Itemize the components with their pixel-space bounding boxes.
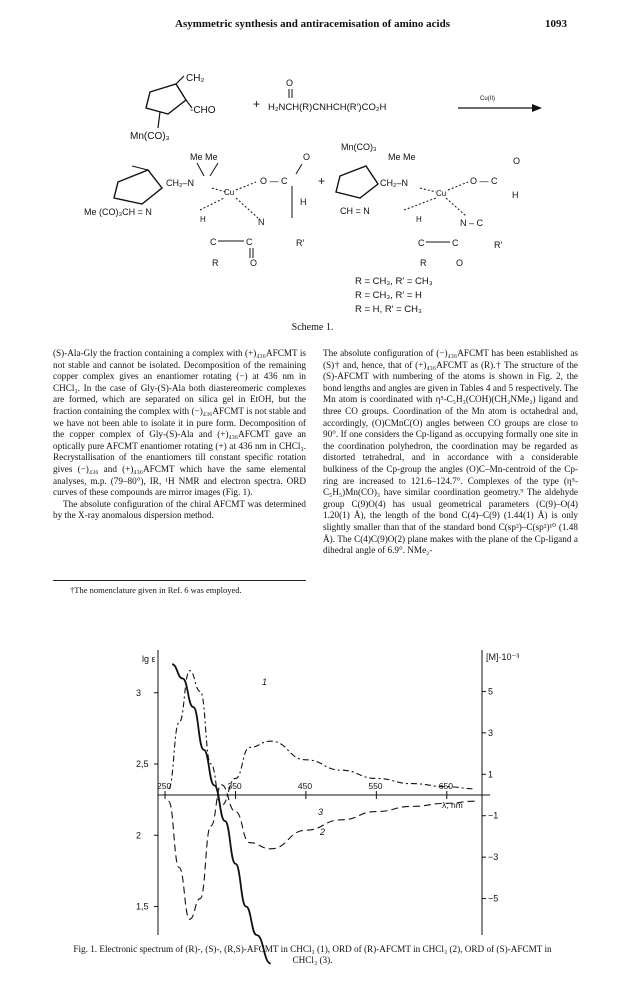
c-label-3: C [418, 238, 425, 248]
page-number: 1093 [545, 18, 567, 30]
left-tick-label: 2 [136, 830, 142, 841]
me-me-label-2: Me Me [388, 152, 416, 162]
running-header: Asymmetric synthesis and antiracemisation of amino acids [175, 18, 450, 30]
arrow-label: Cu(II) [480, 96, 495, 102]
o-bottom-2: O [456, 258, 464, 268]
oxygen-top-2: O [513, 156, 521, 166]
figure-caption: Fig. 1. Electronic spectrum of (R)-, (S)-, (R,S)-AFCMT in CHCl₃ (1), ORD of (R)-AFCMT in CHCl₃ (2), ORD of (S)-AFCMT in CHCl₃ (3). [73, 944, 552, 965]
footnote: †The nomenclature given in Ref. 6 was employed. [70, 585, 242, 595]
left-tick-label: 2,5 [136, 759, 149, 769]
x-tick-label: 650 [438, 781, 453, 791]
o-c-label: O — C [260, 176, 288, 186]
c-label-2: C [246, 237, 253, 247]
ch2n-label-2: CH₂–N [380, 178, 408, 188]
x-axis-label: λ, nm [442, 800, 463, 810]
r-prime-label: R′ [296, 238, 305, 248]
x-tick-label: 350 [227, 781, 242, 791]
o-c-label-2: O — C [470, 176, 498, 186]
cu-label-2: Cu [436, 189, 447, 198]
c-label: C [210, 237, 217, 247]
h-amide: H [200, 215, 206, 224]
left-paragraph-2: The absolute configuration of the chiral AFCMT was determined by the X-ray anomalous dispersion method. [53, 498, 306, 521]
h-label-2: H [512, 190, 519, 200]
mn-co3-label-2: Mn(CO)₃ [341, 142, 377, 152]
curve-label-3: 3 [318, 807, 324, 817]
me-me-label: Me Me [190, 152, 218, 162]
substituent-2: R = CH₃, R′ = H [355, 290, 422, 301]
r-label: R [212, 258, 219, 268]
o-bottom: O [250, 258, 258, 268]
r-prime-label-2: R′ [494, 240, 503, 250]
dipeptide-formula: H₂NCH(R)CNHCH(R′)CO₂H [268, 102, 387, 113]
left-axis-label: lg ε [142, 654, 156, 664]
substituent-1: R = CH₃, R′ = CH₃ [355, 276, 433, 287]
h-label: H [300, 197, 307, 207]
n-label: N [258, 217, 265, 227]
right-tick-label: 3 [488, 727, 494, 738]
ch2n-label: CH₂–N [166, 178, 194, 188]
x-tick-label: 250 [157, 781, 172, 791]
n-c-label: N – C [460, 218, 484, 228]
curve-1 [172, 664, 271, 963]
substituent-3: R = H, R′ = CH₃ [355, 304, 422, 315]
scheme-label: Scheme 1. [291, 322, 334, 333]
left-tick-label: 1,5 [136, 901, 149, 912]
right-paragraph-1: The absolute configuration of (−)₄₃₆AFCMT has been established as (S)† and, hence, that of (+)₄₃₆AFCMT as (R).† The structure of the (S)-AFCMT with numbering of the atoms is shown in Fig. 2, the bond lengths and angles are given in Tables 4 and 5 respectively. The Mn atom is coordinated with η⁵-C₅H₃(COH)(CH₂NMe₂) ligand and three CO groups. Coordination of the Mn atom is octahedral and, accordingly, (O)CMnC(O) angles between CO groups are close to 90°. If one considers the Cp-ligand as occupying formally one site in the coordination polyhedron, the coordination may be regarded as distorted tetrahedral, and in accordance with a considerable bulkiness of the Cp-group the angles (O)C–Mn-centroid of the Cp-ring are increased to 121.6–124.7°. Complexes of the type (η⁵-C₅H₅)Mn(CO)₃ have similar coordination geometry.⁹ The aldehyde group C(9)O(4) has usual geometrical parameters (C(9)–O(4) 1.20(1) Å), the length of the bond C(4)–C(9) (1.44(1) Å) is only slightly smaller than that of the standard bond C(sp²)–C(sp²)¹⁰ (1.48 Å). The C(4)C(9)O(2) plane makes with the plane of the Cp-ligand a dihedral angle of 6.9°. NMe₂- [323, 348, 578, 556]
mn-co3-label: Mn(CO)₃ [130, 131, 170, 142]
x-tick-label: 450 [297, 781, 313, 791]
left-tick-label: 3 [136, 687, 142, 698]
right-tick-label: 1 [488, 769, 494, 780]
ch-n-label: CH = N [340, 206, 370, 216]
x-tick-label: 550 [368, 781, 383, 791]
ch2-label: CH₂ [186, 73, 205, 84]
curve-label-2: 2 [320, 827, 326, 837]
left-paragraph-1: (S)-Ala-Gly the fraction containing a complex with (+)₄₃₆AFCMT is not stable and cannot be isolated. Decomposition of the remaining copper complex gives an enantiomer rotating (−) at 436 nm in CHCl₃. In the case of Gly-(S)-Ala both diastereomeric complexes are formed, which are separated on silica gel in EtOH, but the fraction containing the complex with (−)₄₃₆AFCMT is not stable and we have not been able to isolate it in pure form. Decomposition of the copper complex of Gly-(S)-Ala and (+)₄₃₆AFCMT gave an optically pure AFCMT enantiomer rotating (+) at 436 nm in CHCl₃. Recrystallisation of the enantiomers till constant specific rotation gives (−)₄₃₆ and (+)₄₃₆AFCMT which have the same elemental analyses, m.p. (79–80°), IR, ¹H NMR and electron spectra. ORD curves of these compounds are mirror images (Fig. 1). [53, 348, 306, 498]
oxygen-top: O [303, 152, 311, 162]
r-label-2: R [420, 258, 427, 268]
plus-sign-2: + [318, 174, 326, 188]
c-label-4: C [452, 238, 459, 248]
mn-label: Me (CO)₃CH = N [84, 207, 152, 217]
curve-3 [169, 785, 475, 920]
cho-label: -CHO [190, 105, 216, 116]
right-tick-label: 5 [488, 686, 494, 697]
right-axis-label: [M]·10⁻³ [486, 652, 520, 662]
plus-sign: + [253, 97, 261, 111]
cu-label: Cu [224, 188, 235, 197]
right-tick-label: −5 [488, 893, 499, 904]
carbonyl-oxygen: O [286, 78, 294, 88]
right-tick-label: −3 [488, 852, 499, 863]
h-amide-2: H [416, 215, 422, 224]
curve-label-1: 1 [262, 677, 268, 687]
right-tick-label: −1 [488, 810, 499, 821]
